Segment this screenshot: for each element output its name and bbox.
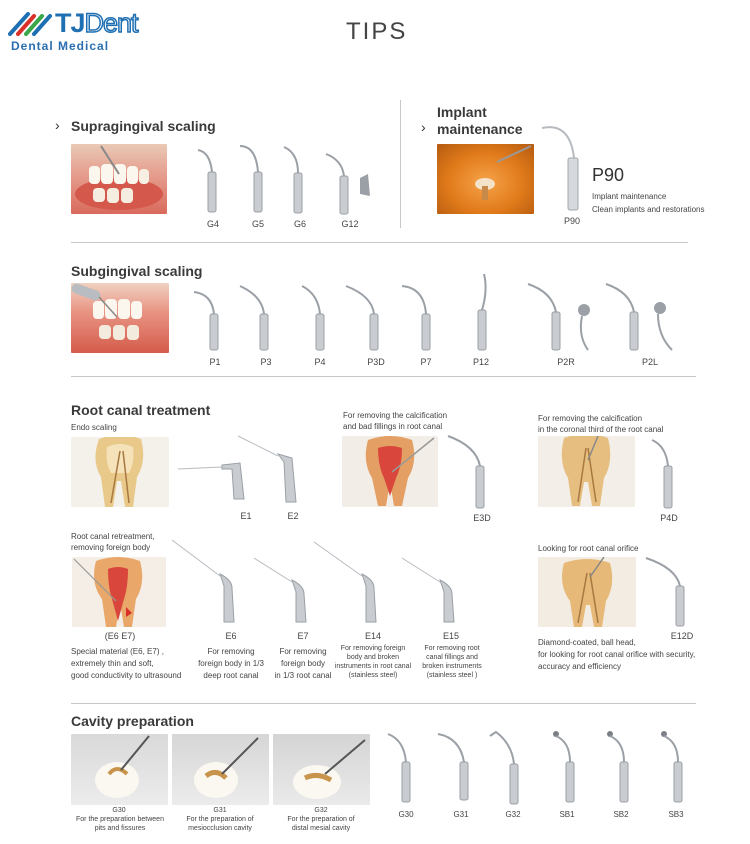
tip-E2-image [236, 432, 300, 506]
tip-P4-image [298, 282, 334, 352]
chevron-right-icon: › [421, 119, 426, 135]
cavity-photo-desc1: For the preparation of [186, 816, 254, 823]
tip-P2L-image [604, 280, 676, 354]
e12d-tooth-photo [538, 557, 636, 627]
tip-label: G5 [251, 219, 264, 229]
implant-desc-line1: Implant maintenance [592, 192, 667, 201]
supragingival-title: Supragingival scaling [71, 118, 216, 134]
tip-label: E14 [364, 631, 381, 641]
e14-desc3: instruments in root canal [334, 663, 412, 670]
diamond-line3: accuracy and efficiency [538, 662, 622, 671]
tip-label: E1 [240, 511, 252, 521]
implant-title-line2: maintenance [437, 121, 523, 137]
page-title: TIPS [346, 18, 408, 45]
implant-title-line1: Implant [437, 104, 487, 120]
chevron-right-icon: › [55, 117, 60, 133]
tip-G32-image [488, 730, 528, 808]
tip-P1-image [192, 288, 228, 352]
tip-label: E3D [473, 513, 491, 523]
section-divider [71, 703, 696, 704]
section-divider [71, 242, 688, 243]
tip-label: G30 [398, 810, 414, 819]
cavity-photo-desc1: For the preparation between [76, 816, 164, 823]
tip-label: E6 [225, 631, 237, 641]
p4d-tooth-photo [538, 436, 635, 507]
e7-desc2: foreign body [280, 659, 326, 668]
supragingival-photo [71, 144, 167, 214]
tip-G31-image [436, 730, 476, 804]
special-line1: Special material (E6, E7) , [71, 647, 164, 656]
endo-tooth-photo [71, 437, 169, 507]
tip-SB2-image [604, 728, 640, 806]
tip-label: P90 [563, 216, 580, 226]
e7-desc3: in 1/3 root canal [274, 671, 332, 680]
tip-label: E12D [670, 631, 694, 641]
retreat-tooth-photo [72, 557, 166, 627]
p4d-caption-line2: in the coronal third of the root canal [538, 425, 664, 434]
tip-label: P2R [557, 357, 575, 367]
logo-stripes-icon [8, 8, 52, 38]
special-line2: extremely thin and soft, [71, 659, 154, 668]
e6-desc2: foreign body in 1/3 [198, 659, 264, 668]
cavity-photo-g31 [172, 734, 269, 805]
retreat-caption-line1: Root canal retreatment, [71, 532, 155, 541]
tip-label: G12 [341, 219, 359, 229]
cavity-photo-desc1: For the preparation of [287, 816, 355, 823]
brand-subtitle: Dental Medical [11, 39, 110, 53]
implant-desc-line2: Clean implants and restorations [592, 205, 705, 214]
tip-E14-image [312, 540, 384, 626]
brand-name-part2: Dent [84, 8, 138, 38]
tip-E12D-image [644, 554, 692, 630]
e6-desc3: deep root canal [203, 671, 259, 680]
tip-label: P3 [260, 357, 272, 367]
tip-G30-image [384, 730, 420, 806]
tip-P4D-image [648, 436, 684, 512]
e3d-tooth-photo [342, 436, 438, 507]
tip-label: G4 [206, 219, 219, 229]
tip-P3D-image [344, 282, 384, 352]
cavity-photo-g30 [71, 734, 168, 805]
tip-label: SB2 [613, 810, 629, 819]
e3d-caption-line2: and bad fillings in root canal [343, 422, 443, 431]
tip-P90-image [540, 122, 586, 214]
tip-G5-image [238, 142, 274, 216]
tip-P7-image [400, 282, 436, 352]
subgingival-photo [71, 283, 169, 353]
section-divider-vertical [400, 100, 401, 228]
e15-desc4: (stainless steel ) [426, 672, 478, 679]
tip-label: SB1 [559, 810, 575, 819]
tip-label: P4 [314, 357, 326, 367]
tip-label: G31 [453, 810, 469, 819]
tip-label: E7 [297, 631, 309, 641]
diamond-line2: for looking for root canal orifice with security, [538, 650, 696, 659]
e15-desc2: canal fillings and [426, 654, 478, 661]
tip-label: P7 [420, 357, 432, 367]
tip-label: P2L [641, 357, 658, 367]
orifice-caption: Looking for root canal orifice [538, 544, 639, 553]
tip-E3D-image [446, 432, 492, 512]
tip-P3-image [238, 282, 274, 352]
tip-SB1-image [550, 728, 586, 806]
p4d-caption-line1: For removing the calcification [538, 414, 643, 423]
implant-photo [437, 144, 534, 214]
endo-caption: Endo scaling [71, 423, 117, 432]
tip-P2R-image [526, 280, 598, 354]
e3d-caption-line1: For removing the calcification [343, 411, 448, 420]
cavity-photo-desc2: distal mesial cavity [291, 825, 351, 832]
tip-label: SB3 [668, 810, 684, 819]
subgingival-title: Subgingival scaling [71, 263, 203, 279]
e15-desc1: For removing root [424, 645, 480, 652]
tip-label: P1 [209, 357, 221, 367]
tip-SB3-image [658, 728, 694, 806]
tip-G12-image [322, 150, 374, 216]
tip-label: G32 [505, 810, 521, 819]
e14-desc1: For removing foreign [340, 645, 406, 652]
e14-desc2: body and broken [346, 654, 400, 661]
tip-E15-image [400, 556, 460, 626]
e14-desc4: (stainless steel) [348, 672, 398, 679]
section-divider [71, 376, 696, 377]
cavity-photo-label: G30 [112, 807, 126, 814]
brand-name-part1: TJ [55, 8, 85, 38]
tip-E7-image [252, 554, 312, 626]
e6e7-image-label: (E6 E7) [104, 631, 136, 641]
root-canal-title: Root canal treatment [71, 402, 211, 418]
tip-label: E2 [287, 511, 299, 521]
implant-big-label: P90 [592, 165, 625, 185]
tip-G6-image [280, 143, 316, 216]
tip-label: P3D [367, 357, 385, 367]
cavity-photo-g32 [273, 734, 370, 805]
tip-E6-image [170, 536, 242, 626]
cavity-photo-desc2: pits and fissures [94, 825, 146, 832]
e15-desc3: broken instruments [422, 663, 482, 670]
tip-P12-image [464, 270, 494, 352]
e6-desc1: For removing [207, 647, 255, 656]
diamond-line1: Diamond-coated, ball head, [538, 638, 636, 647]
cavity-title: Cavity preparation [71, 713, 194, 729]
tip-label: P4D [660, 513, 678, 523]
cavity-photo-label: G31 [213, 807, 227, 814]
e7-desc1: For removing [279, 647, 327, 656]
cavity-photo-label: G32 [314, 807, 328, 814]
retreat-caption-line2: removing foreign body [71, 543, 151, 552]
brand-logo [8, 6, 148, 54]
special-line3: good conductivity to ultrasound [71, 671, 182, 680]
tip-label: P12 [472, 357, 489, 367]
cavity-photo-desc2: mesiocclusion cavity [188, 825, 252, 832]
tip-label: E15 [442, 631, 459, 641]
tip-G4-image [194, 146, 230, 216]
tip-label: G6 [293, 219, 306, 229]
